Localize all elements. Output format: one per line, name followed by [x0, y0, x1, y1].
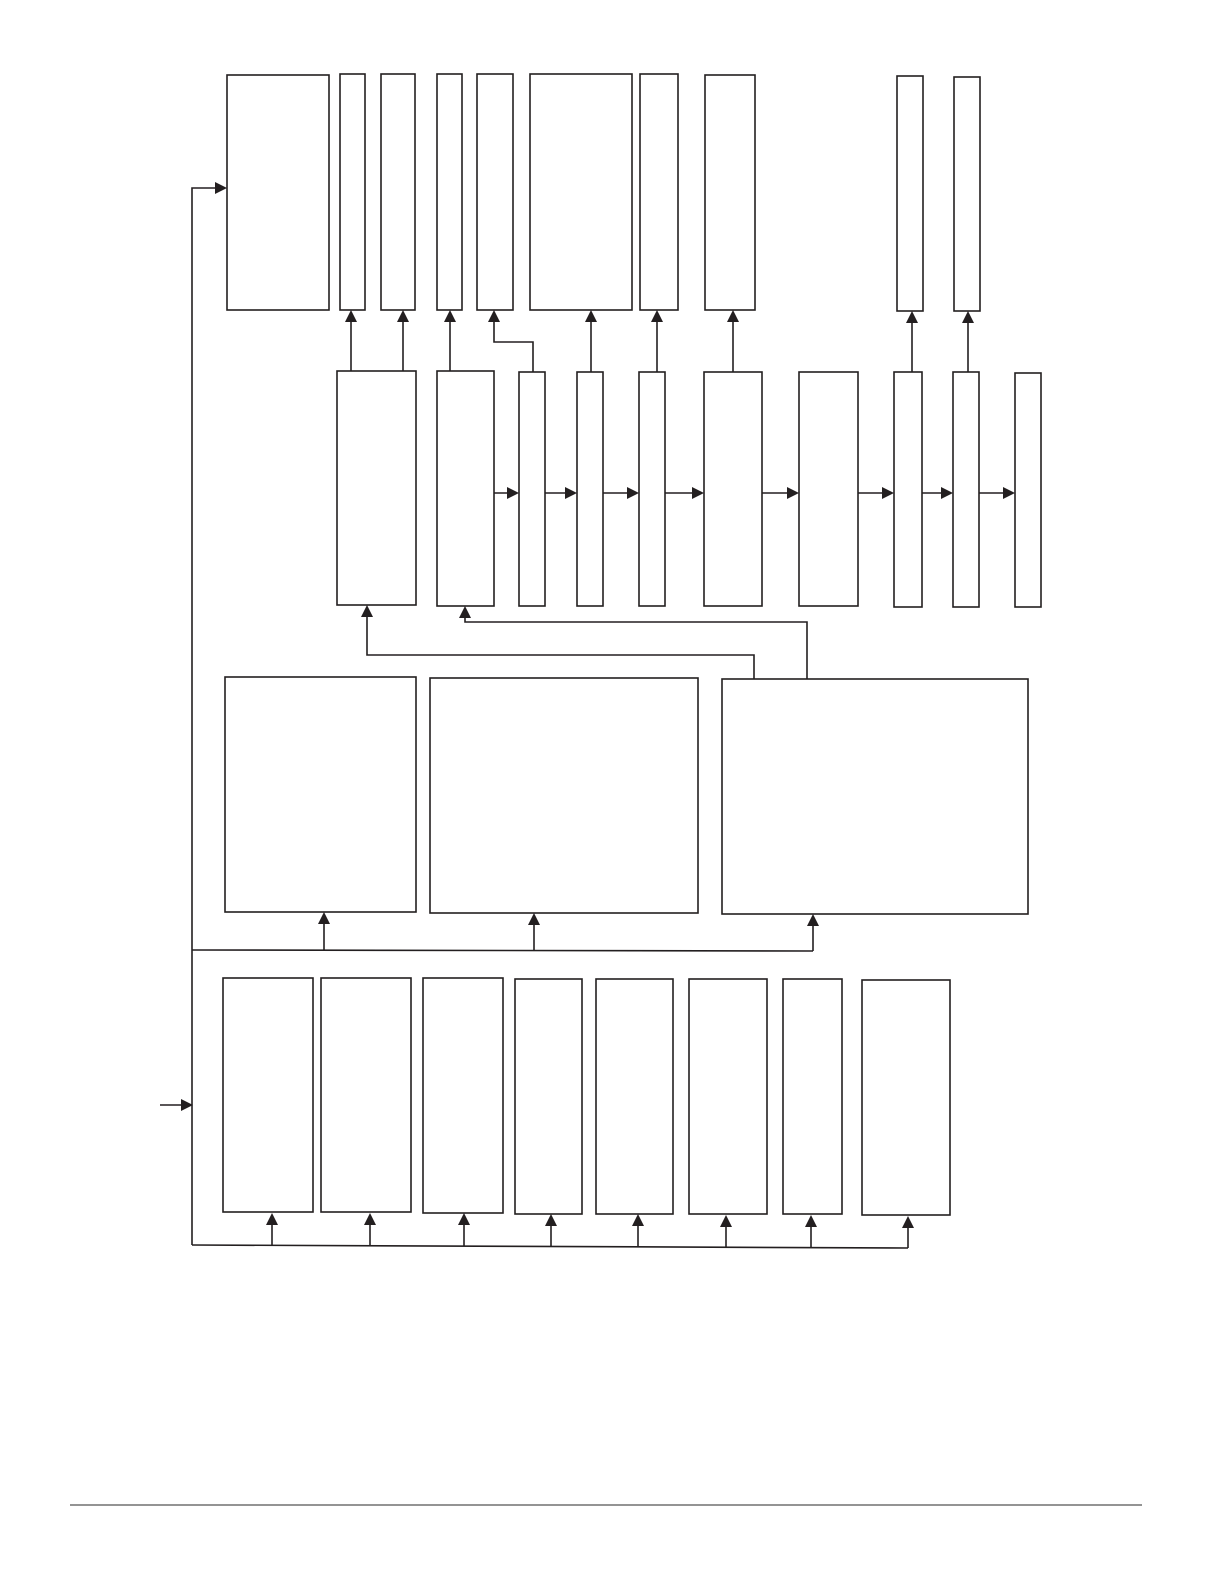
arrowhead-up-4	[364, 1213, 376, 1225]
arrowhead-up-13	[807, 914, 819, 926]
row-bottom-box-1	[223, 978, 313, 1212]
row-middle-box-3	[519, 372, 545, 606]
arrowhead-up-30	[727, 310, 739, 322]
row-middle-box-2	[437, 371, 494, 606]
arrowhead-up-12	[528, 913, 540, 925]
connector-1	[192, 188, 218, 1245]
arrowhead-up-8	[720, 1215, 732, 1227]
arrowhead-right-23	[1003, 487, 1015, 499]
row-bottom-box-7	[783, 979, 842, 1214]
arrowhead-up-26	[444, 310, 456, 322]
row-top-box-1	[227, 75, 329, 310]
connector-29	[494, 320, 533, 372]
arrowhead-up-24	[345, 310, 357, 322]
arrowhead-up-28	[585, 310, 597, 322]
arrowhead-up-31	[906, 311, 918, 323]
connector-16	[367, 615, 754, 679]
arrowhead-right-1	[215, 182, 227, 194]
row-large-box-1	[225, 677, 416, 912]
connector-3	[192, 1245, 908, 1248]
diagram-boxes	[223, 74, 1041, 1215]
row-top-box-6	[530, 74, 632, 310]
row-top-box-3	[381, 74, 415, 310]
row-middle-box-8	[894, 372, 922, 607]
row-bottom-box-4	[515, 979, 582, 1214]
row-large-box-2	[430, 678, 698, 913]
row-middle-box-4	[577, 372, 603, 606]
arrowhead-right-16	[507, 487, 519, 499]
arrowhead-up-9	[805, 1215, 817, 1227]
arrowhead-up-3	[266, 1213, 278, 1225]
arrowhead-right-18	[627, 487, 639, 499]
row-middle-box-5	[639, 372, 665, 606]
row-middle-box-6	[704, 372, 762, 606]
row-large-box-3	[722, 679, 1028, 914]
row-top-box-5	[477, 74, 513, 310]
row-top-box-8	[705, 75, 755, 310]
arrowhead-up-10	[902, 1216, 914, 1228]
arrowhead-right-19	[692, 487, 704, 499]
row-top-box-4	[437, 74, 462, 310]
row-middle-box-9	[953, 372, 979, 607]
arrowhead-up-11	[318, 912, 330, 924]
arrowhead-up-5	[458, 1213, 470, 1225]
arrowhead-right-20	[787, 487, 799, 499]
row-bottom-box-2	[321, 978, 411, 1212]
arrowhead-up-32	[962, 311, 974, 323]
row-top-box-7	[640, 74, 678, 310]
row-top-box-9	[897, 76, 923, 311]
arrowhead-up-15	[459, 606, 471, 618]
arrowhead-up-27	[488, 310, 500, 322]
arrowhead-up-25	[397, 310, 409, 322]
arrowhead-right-21	[882, 487, 894, 499]
row-middle-box-1	[337, 371, 416, 605]
row-bottom-box-8	[862, 980, 950, 1215]
row-middle-box-7	[799, 372, 858, 606]
row-top-box-2	[340, 74, 365, 310]
row-top-box-10	[954, 77, 980, 311]
connector-17	[465, 616, 807, 679]
row-bottom-box-6	[689, 979, 767, 1214]
row-middle-box-10	[1015, 373, 1041, 607]
row-bottom-box-5	[596, 979, 673, 1214]
arrowhead-right-22	[941, 487, 953, 499]
arrowhead-right-17	[565, 487, 577, 499]
row-bottom-box-3	[423, 978, 503, 1213]
connector-12	[192, 950, 813, 951]
arrowhead-up-29	[651, 310, 663, 322]
arrowhead-up-6	[545, 1214, 557, 1226]
arrowhead-up-14	[361, 605, 373, 617]
arrowhead-up-7	[632, 1214, 644, 1226]
